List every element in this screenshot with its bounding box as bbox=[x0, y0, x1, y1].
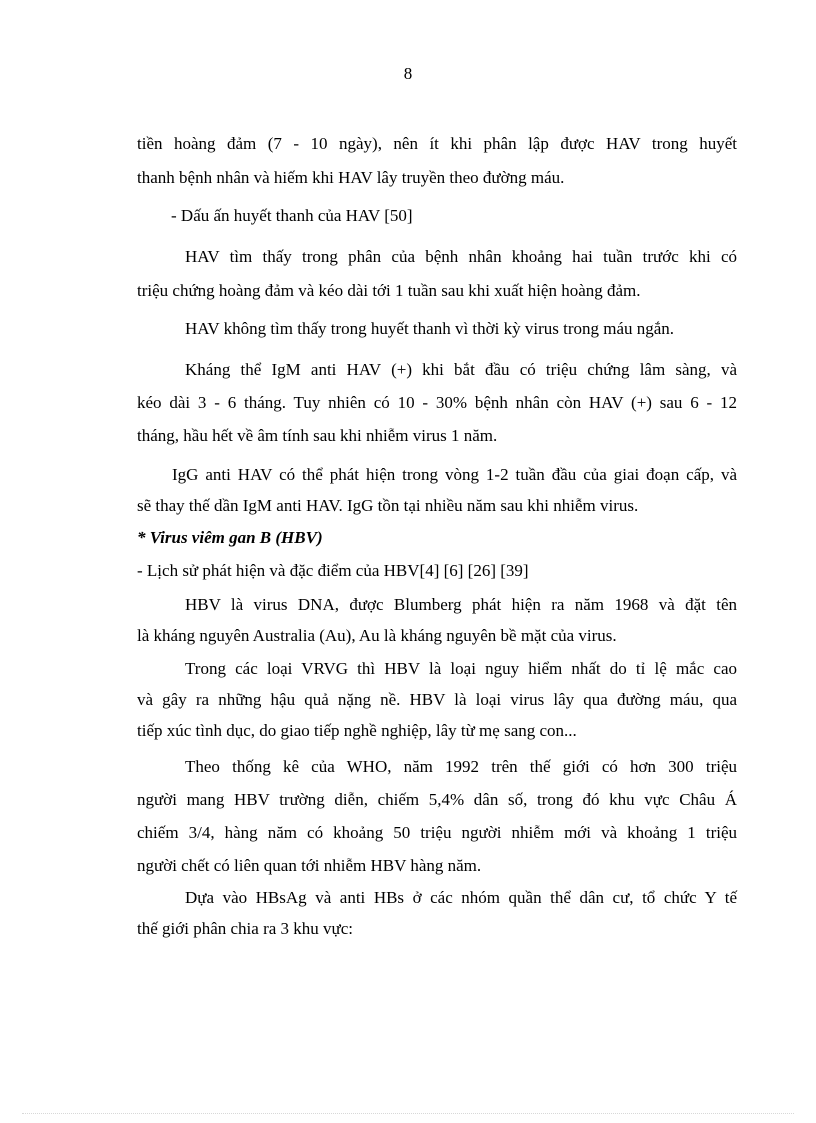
subsection-heading: - Lịch sử phát hiện và đặc điểm của HBV[4] [6] [26] [39] bbox=[137, 561, 529, 580]
text-line: Trong các loại VRVG thì HBV là loại nguy hiểm nhất do tỉ lệ mắc cao bbox=[185, 659, 737, 678]
text-line: thanh bệnh nhân và hiếm khi HAV lây truyền theo đường máu. bbox=[137, 168, 565, 187]
text-line: thế giới phân chia ra 3 khu vực: bbox=[137, 919, 354, 938]
text-line: sẽ thay thế dần IgM anti HAV. IgG tồn tại nhiều năm sau khi nhiễm virus. bbox=[137, 496, 639, 515]
text-line: tiếp xúc tình dục, do giao tiếp nghề nghiệp, lây từ mẹ sang con... bbox=[137, 721, 577, 740]
text-line: Dựa vào HBsAg và anti HBs ở các nhóm quần thể dân cư, tổ chức Y tế bbox=[185, 888, 737, 907]
text-line: HBV là virus DNA, được Blumberg phát hiện ra năm 1968 và đặt tên bbox=[185, 595, 737, 614]
text-line: Kháng thể IgM anti HAV (+) khi bắt đầu có triệu chứng lâm sàng, và bbox=[185, 360, 737, 379]
text-line: là kháng nguyên Australia (Au), Au là kháng nguyên bề mặt của virus. bbox=[137, 626, 617, 645]
text-line: HAV tìm thấy trong phân của bệnh nhân khoảng hai tuần trước khi có bbox=[185, 247, 737, 266]
text-line: kéo dài 3 - 6 tháng. Tuy nhiên có 10 - 30% bệnh nhân còn HAV (+) sau 6 - 12 bbox=[137, 393, 737, 412]
text-line: triệu chứng hoàng đảm và kéo dài tới 1 tuần sau khi xuất hiện hoàng đảm. bbox=[137, 281, 641, 300]
text-line: và gây ra những hậu quả nặng nề. HBV là loại virus lây qua đường máu, qua bbox=[137, 690, 737, 709]
page-footer-divider bbox=[22, 1113, 794, 1114]
text-line: người mang HBV trường diễn, chiếm 5,4% dân số, trong đó khu vực Châu Á bbox=[137, 790, 737, 809]
text-line: chiếm 3/4, hàng năm có khoảng 50 triệu người nhiễm mới và khoảng 1 triệu bbox=[137, 823, 737, 842]
text-line: người chết có liên quan tới nhiễm HBV hàng năm. bbox=[137, 856, 482, 875]
text-line: Theo thống kê của WHO, năm 1992 trên thế giới có hơn 300 triệu bbox=[185, 757, 737, 776]
text-line: tiền hoàng đảm (7 - 10 ngày), nên ít khi phân lập được HAV trong huyết bbox=[137, 134, 737, 153]
section-heading: * Virus viêm gan B (HBV) bbox=[137, 528, 323, 547]
page-number: 8 bbox=[403, 64, 413, 83]
text-line: tháng, hầu hết về âm tính sau khi nhiễm virus 1 năm. bbox=[137, 426, 498, 445]
text-line: IgG anti HAV có thể phát hiện trong vòng 1-2 tuần đầu của giai đoạn cấp, và bbox=[172, 465, 737, 484]
text-line: HAV không tìm thấy trong huyết thanh vì thời kỳ virus trong máu ngắn. bbox=[185, 319, 675, 338]
text-line: - Dấu ấn huyết thanh của HAV [50] bbox=[171, 206, 413, 225]
